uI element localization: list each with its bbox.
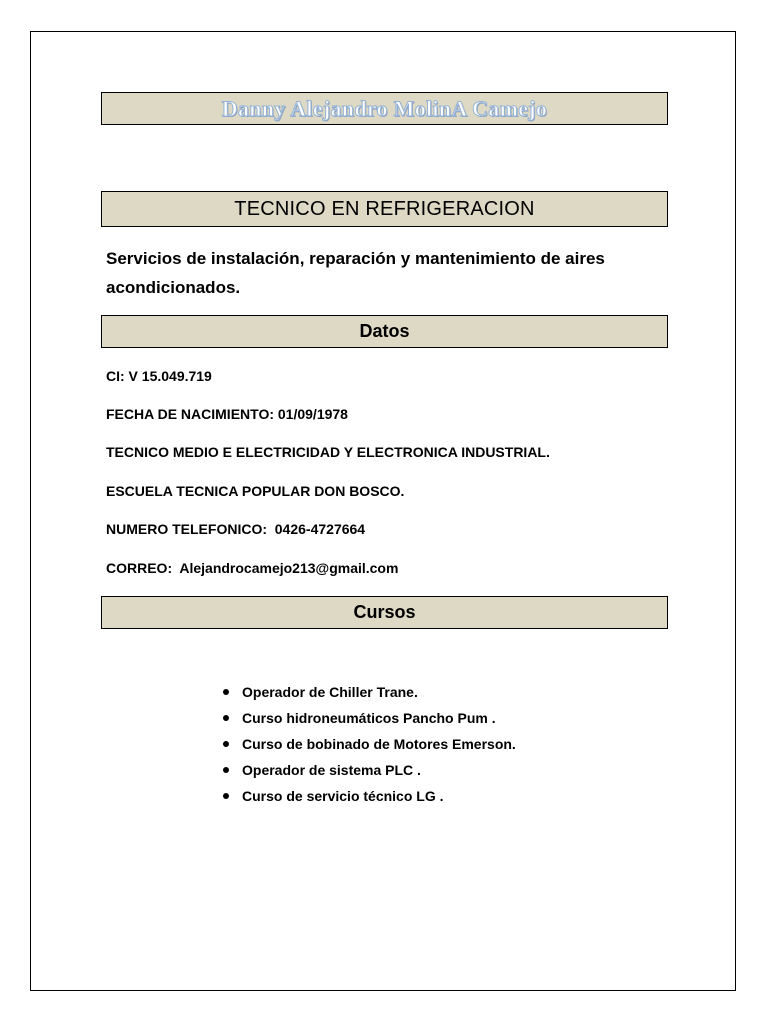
bullet-icon [223, 793, 229, 799]
course-item [218, 760, 516, 786]
bullet-icon [223, 689, 229, 695]
education-degree: TECNICO MEDIO E ELECTRICIDAD Y ELECTRONICA INDUSTRIAL. [106, 444, 550, 460]
courses-list [218, 682, 516, 812]
course-label: Curso de servicio técnico LG . [242, 788, 444, 804]
section-title-datos: Datos [359, 321, 410, 341]
course-item [218, 682, 516, 708]
course-label: Operador de sistema PLC . [242, 762, 421, 778]
section-title-cursos: Cursos [353, 602, 416, 622]
birth-date: FECHA DE NACIMIENTO: 01/09/1978 [106, 406, 348, 422]
course-label: Operador de Chiller Trane. [242, 684, 418, 700]
course-label: Curso de bobinado de Motores Emerson. [242, 736, 516, 752]
intro-description: Servicios de instalación, reparación y mantenimiento de aires acondicionados. [106, 249, 605, 297]
bullet-icon [223, 715, 229, 721]
candidate-name: Danny Alejandro MolinA Camejo [221, 95, 548, 121]
course-item [218, 786, 516, 812]
title-banner [101, 191, 668, 227]
page-border [30, 31, 736, 991]
course-item [218, 734, 516, 760]
profession-title: TECNICO EN REFRIGERACION [234, 197, 535, 220]
education-school: ESCUELA TECNICA POPULAR DON BOSCO. [106, 483, 405, 499]
email-address: CORREO: Alejandrocamejo213@gmail.com [106, 560, 399, 576]
id-number: CI: V 15.049.719 [106, 368, 212, 384]
section-header-datos [101, 315, 668, 348]
name-banner [101, 92, 668, 125]
course-item [218, 708, 516, 734]
phone-number: NUMERO TELEFONICO: 0426-4727664 [106, 521, 366, 537]
bullet-icon [223, 741, 229, 747]
course-label: Curso hidroneumáticos Pancho Pum . [242, 710, 496, 726]
bullet-icon [223, 767, 229, 773]
section-header-cursos [101, 596, 668, 629]
